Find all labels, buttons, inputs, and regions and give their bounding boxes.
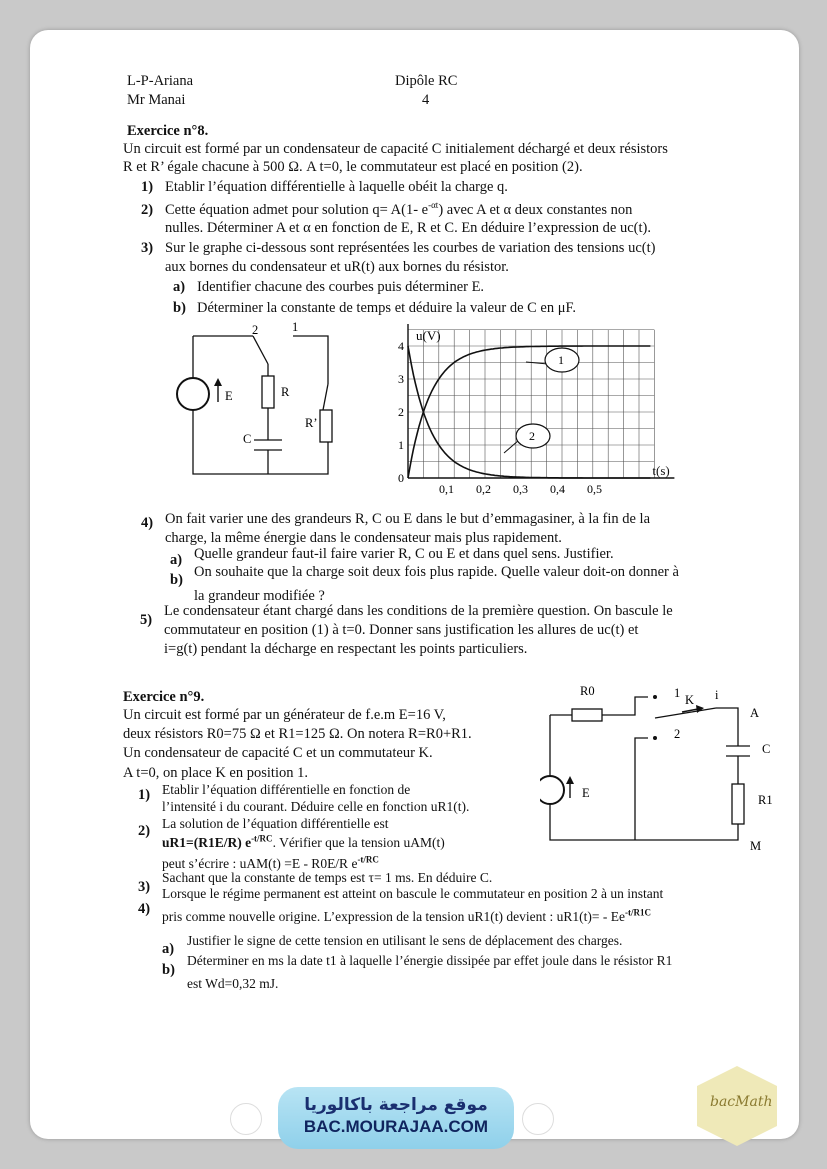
label-K1: 1 [674, 686, 681, 700]
ex9-q4a-label: a) [162, 941, 175, 957]
ex8-q2-line1: Cette équation admet pour solution q= A(1- $e^{-\alpha t}$) avec A et α deux constantes non [165, 200, 633, 218]
ex9-q4-line1: Lorsque le régime permanent est atteint on bascule le commutateur en position 2 à un instant [162, 886, 664, 901]
ex8-q5-line1: Le condensateur étant chargé dans les conditions de la première question. On bascule le [164, 603, 673, 619]
label-C-2: C [762, 742, 771, 756]
footer-logo-left-icon [230, 1103, 262, 1135]
label-E: E [225, 389, 233, 403]
ex8-intro-2: R et R’ égale chacune à 500 Ω. A t=0, le commutateur est placé en position (2). [123, 159, 583, 175]
circuit-2-diagram [540, 680, 790, 862]
label-R1: R1 [758, 793, 773, 807]
x-tick-label: 0,2 [476, 482, 491, 496]
school-name: L-P-Ariana [127, 73, 194, 89]
ex9-q1-line2: l’intensité i du courant. Déduire celle en fonction uR1(t). [162, 799, 470, 814]
resistor-R0 [572, 709, 602, 721]
footer-url[interactable]: BAC.MOURAJAA.COM [303, 1117, 489, 1136]
ex9-q2-num: 2) [138, 823, 151, 839]
voltage-chart [368, 320, 678, 500]
label-i: i [715, 688, 719, 702]
label-A: A [750, 706, 760, 720]
x-tick-label: 0,4 [550, 482, 565, 496]
ex8-title: Exercice n°8. [127, 123, 209, 139]
y-tick-label: 2 [398, 405, 404, 419]
x-tick-label: 0,3 [513, 482, 528, 496]
ex8-q5-num: 5) [140, 612, 153, 628]
ex8-q3b-label: b) [173, 300, 186, 316]
label-C: C [243, 432, 252, 446]
ex9-q3-num: 3) [138, 879, 151, 895]
ex8-q3-line1: Sur le graphe ci-dessous sont représentées les courbes de variation des tensions uc(t) [165, 240, 656, 256]
resistor-R [262, 376, 274, 408]
switch-pos-2: 2 [252, 323, 259, 337]
page-number: 4 [422, 92, 430, 108]
ex9-q2-line1: La solution de l’équation différentielle est [162, 816, 389, 831]
y-tick-label: 0 [398, 471, 404, 485]
label-E-2: E [582, 786, 590, 800]
ex9-q1-line1: Etablir l’équation différentielle en fonction de [162, 782, 411, 797]
resistor-R-prime [320, 410, 332, 442]
callout-2-pointer [504, 440, 519, 453]
ex8-q1: Etablir l’équation différentielle à laquelle obéit la charge q. [165, 179, 508, 195]
callout-1-label: 1 [558, 353, 564, 367]
resistor-R1 [732, 784, 744, 824]
ex9-q2-line2: uR1=(R1E/R) $e^{-t/RC}$. Vérifier que la tension uAM(t) [162, 833, 445, 850]
ex9-q4b-line2: est Wd=0,32 mJ. [187, 976, 279, 991]
ex8-q3a: Identifier chacune des courbes puis déterminer E. [197, 279, 485, 295]
x-axis-label: t(s) [652, 463, 670, 478]
ex8-q4-line1: On fait varier une des grandeurs R, C ou E dans le but d’emmagasiner, à la fin de la [165, 511, 651, 527]
label-R-prime: R’ [305, 416, 318, 430]
switch-pos-1: 1 [292, 322, 299, 334]
ex9-q3: Sachant que la constante de temps est τ= 1 ms. En déduire C. [162, 870, 493, 885]
x-tick-label: 0,5 [587, 482, 602, 496]
ex8-q5-line3: i=g(t) pendant la décharge en respectant les points particuliers. [164, 641, 528, 657]
ex9-line2: deux résistors R0=75 Ω et R1=125 Ω. On notera R=R0+R1. [123, 726, 472, 742]
ex8-q4-num: 4) [141, 515, 154, 531]
ex8-q3-line2: aux bornes du condensateur et uR(t) aux bornes du résistor. [165, 259, 509, 275]
ex9-q4-line2: pris comme nouvelle origine. L’expression de la tension uR1(t) devient : $uR1(t)= - Ee^{-t/R1C}$ [162, 907, 652, 924]
generator-symbol-2 [540, 776, 564, 804]
ex8-q5-line2: commutateur en position (1) à t=0. Donner sans justification les allures de uc(t) et [164, 622, 639, 638]
ex8-q3a-label: a) [173, 279, 186, 295]
ex9-q4-num: 4) [138, 901, 151, 917]
ex8-q4a-label: a) [170, 552, 183, 568]
bacmath-logo-text: bacMath [710, 1094, 773, 1110]
ex8-q1-num: 1) [141, 179, 154, 195]
ex8-q2-line2: nulles. Déterminer A et α en fonction de E, R et C. En déduire l’expression de uc(t). [165, 220, 651, 236]
ex8-q4b-line2: la grandeur modifiée ? [194, 588, 325, 604]
circuit-1-diagram [168, 322, 358, 484]
label-R: R [281, 385, 290, 399]
ex9-line3: Un condensateur de capacité C et un commutateur K. [123, 745, 433, 761]
doc-title: Dipôle RC [395, 73, 458, 89]
ex8-q4b-label: b) [170, 572, 183, 588]
y-axis-label: u(V) [416, 328, 441, 343]
ex8-q4-line2: charge, la même énergie dans le condensateur mais plus rapidement. [165, 530, 562, 546]
label-R0: R0 [580, 684, 595, 698]
ex9-q4b-label: b) [162, 962, 175, 978]
y-tick-label: 3 [398, 372, 404, 386]
label-pos2: 2 [674, 727, 681, 741]
footer-logo-right-icon [522, 1103, 554, 1135]
ex8-q4b-line1: On souhaite que la charge soit deux fois plus rapide. Quelle valeur doit-on donner à [194, 564, 679, 580]
label-M: M [750, 839, 762, 853]
ex9-q4b-line1: Déterminer en ms la date t1 à laquelle l’énergie dissipée par effet joule dans le résistor R1 [187, 953, 673, 968]
ex8-q4a: Quelle grandeur faut-il faire varier R, C ou E et dans quel sens. Justifier. [194, 546, 614, 562]
ex8-q2-num: 2) [141, 202, 154, 218]
footer-banner[interactable] [278, 1087, 514, 1149]
footer-arabic-text: موقع مراجعة باكالوريا [304, 1095, 488, 1115]
ex8-q3b: Déterminer la constante de temps et déduire la valeur de C en μF. [197, 300, 577, 316]
ex9-line4: A t=0, on place K en position 1. [123, 765, 308, 781]
x-tick-label: 0,1 [439, 482, 454, 496]
callout-2-label: 2 [529, 429, 535, 443]
ex8-intro-1: Un circuit est formé par un condensateur de capacité C initialement déchargé et deux résistors [123, 141, 668, 157]
ex9-q4a: Justifier le signe de cette tension en utilisant le sens de déplacement des charges. [187, 933, 623, 948]
y-tick-label: 4 [398, 339, 404, 353]
ex9-title: Exercice n°9. [123, 689, 205, 705]
label-K: K [685, 693, 695, 707]
ex9-line1: Un circuit est formé par un générateur de f.e.m E=16 V, [123, 707, 446, 723]
generator-symbol [177, 378, 209, 410]
teacher-name: Mr Manai [127, 92, 186, 108]
ex8-q3-num: 3) [141, 240, 154, 256]
ex9-q2-line3: peut s’écrire : uAM(t) =E - R0E/R $e^{-t/RC}$ [162, 854, 379, 871]
worksheet-page [30, 30, 799, 1139]
y-tick-label: 1 [398, 438, 404, 452]
ex9-q1-num: 1) [138, 787, 151, 803]
